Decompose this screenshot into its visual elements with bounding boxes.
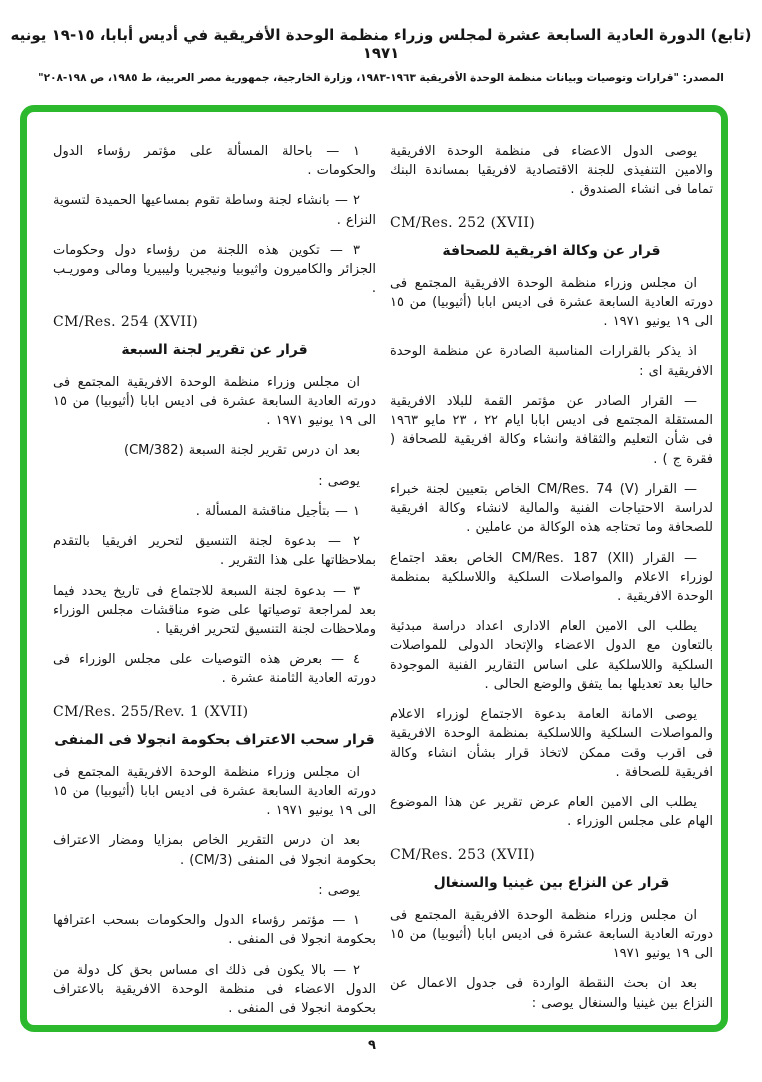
paragraph: يوصى الامانة العامة بدعوة الاجتماع لوزراء الاعلام والمواصلات السلكية واللاسلكية بمنظمة الوحدة الافريقية فى اقرب وقت ممكن لاتخاذ قرار بشأن انشاء وكالة افريقية للصحافة . [390, 707, 713, 780]
paragraph: بعد ان درس تقرير لجنة السبعة (CM/382) [124, 443, 360, 459]
resolution-title: قرار عن تقرير لجنة السبعة [121, 341, 308, 358]
resolution-title: قرار سحب الاعتراف بحكومة انجولا فى المنفى [54, 731, 375, 748]
paragraph: ان مجلس وزراء منظمة الوحدة الافريقية المجتمع فى دورته العادية السابعة عشرة فى اديس ابابا (أثيوبيا) من ١٥ الى ١٩ يونيو ١٩٧١ [390, 907, 713, 962]
paragraph: يوصى : [318, 473, 360, 489]
paragraph: ٢ — بالا يكون فى ذلك اى مساس بحق كل دولة من الدول الاعضاء فى منظمة الوحدة الافريقية بالاعتراف بحكومة انجولا فى المنفى . [53, 962, 376, 1017]
paragraph: ان مجلس وزراء منظمة الوحدة الافريقية المجتمع فى دورته العادية السابعة عشرة فى اديس ابابا (أثيوبيا) من ١٥ الى ١٩ يونيو ١٩٧١ . [53, 374, 376, 429]
paragraph: ٣ — بدعوة لجنة السبعة للاجتماع فى تاريخ يحدد فيما بعد لمراجعة توصياتها على ضوء مناقشات مجلس الوزراء وملاحظات لجنة التنسيق لتحرير افريقيا . [53, 583, 376, 637]
paragraph: يطلب الى الامين العام عرض تقرير عن هذا الموضوع الهام على مجلس الوزراء . [390, 795, 713, 830]
resolution-reference: CM/Res. 252 (XVII) [390, 214, 536, 231]
paragraph: ١ — مؤتمر رؤساء الدول والحكومات بسحب اعترافها بحكومة انجولا فى المنفى . [53, 913, 376, 948]
column-left [53, 142, 376, 1017]
paragraph: اذ يذكر بالقرارات المناسبة الصادرة عن منظمة الوحدة الافريقية اى : [390, 344, 713, 379]
paragraph: يوصى الدول الاعضاء فى منظمة الوحدة الافريقية والامين التنفيذى للجنة الاقتصادية لافريقيا بمساندة البنك تماما فى انشاء الصندوق . [390, 144, 713, 198]
header-source-citation: المصدر: "قرارات وتوصيات وبيانات منظمة الوحدة الأفريقية ١٩٦٣-١٩٨٣، وزارة الخارجية، جمهورية مصر العربية، ط ١٩٨٥، ص ١٩٨-٢٠٨" [38, 72, 724, 84]
paragraph: ٣ — تكوين هذه اللجنة من رؤساء دول وحكومات الجزائر والكاميرون واثيوبيا ونيجيريا وليبيريا ومالى وموريـب . [53, 242, 376, 297]
paragraph: يوصى : [318, 882, 360, 898]
paragraph: بعد ان درس التقرير الخاص بمزايا ومضار الاعتراف بحكومة انجولا فى المنفى (CM/3) . [53, 833, 376, 868]
resolution-reference: CM/Res. 253 (XVII) [390, 846, 536, 863]
paragraph: ١ — باحالة المسألة على مؤتمر رؤساء الدول والحكومات . [53, 144, 376, 179]
header-session-title: (تابع) الدورة العادية السابعة عشرة لمجلس وزراء منظمة الوحدة الأفريقية في أديس أبابا، ١٥-١٩ يونيه ١٩٧١ [10, 26, 752, 62]
paragraph: — القرار الصادر عن مؤتمر القمة للبلاد الافريقية المستقلة المجتمع فى اديس ابابا ايام ٢٢ ، ٢٣ مايو ١٩٦٣ فى شأن التعليم والثقافة وانشاء وكالة افريقية للصحافة ( فقرة ج ) . [390, 393, 713, 467]
paragraph: ١ — بتأجيل مناقشة المسألة . [195, 503, 360, 519]
paragraph: — القرار CM/Res. 74 (V) الخاص بتعيين لجنة خبراء لدراسة الاحتياجات الفنية والمالية لانشاء وكالة افريقية للصحافة وما تحتاجه هذه الوكالة من عاملين . [390, 481, 713, 536]
paragraph: ٤ — بعرض هذه التوصيات على مجلس الوزراء فى دورته العادية الثامنة عشرة . [53, 652, 376, 687]
resolution-title: قرار عن النزاع بين غينيا والسنغال [433, 874, 670, 891]
paragraph: ان مجلس وزراء منظمة الوحدة الافريقية المجتمع فى دورته العادية السابعة عشرة فى اديس ابابا (أثيوبيا) من ١٥ الى ١٩ يونيو ١٩٧١ . [390, 275, 713, 330]
content-frame [20, 105, 728, 1032]
paragraph: — القرار CM/Res. 187 (XII) الخاص بعقد اجتماع لوزراء الاعلام والمواصلات السلكية واللاسلكية بمنظمة الوحدة الافريقية . [390, 550, 713, 604]
paragraph: بعد ان بحث النقطة الواردة فى جدول الاعمال عن النزاع بين غينيا والسنغال يوصى : [390, 976, 713, 1011]
resolution-reference: CM/Res. 255/Rev. 1 (XVII) [53, 703, 249, 720]
document-header [0, 26, 762, 84]
page-number: ٩ [368, 1038, 376, 1053]
column-right [390, 142, 713, 1011]
paragraph: يطلب الى الامين العام الادارى اعداد دراسة مبدئية بالتعاون مع الدول الاعضاء والإتحاد الدولى للمواصلات السلكية واللاسلكية على اساس التقارير الفنية الموجودة حاليا بعد تعديلها بما يتفق والوضع الحالى . [390, 619, 713, 692]
paragraph: ٢ — بانشاء لجنة وساطة تقوم بمساعيها الحميدة لتسوية النزاع . [53, 193, 376, 228]
paragraph: ٢ — بدعوة لجنة التنسيق لتحرير افريقيا بالتقدم بملاحظاتها على هذا التقرير . [53, 534, 376, 569]
paragraph: ان مجلس وزراء منظمة الوحدة الافريقية المجتمع فى دورته العادية السابعة عشرة فى اديس ابابا (أثيوبيا) من ١٥ الى ١٩ يونيو ١٩٧١ . [53, 764, 376, 819]
resolution-title: قرار عن وكالة افريقية للصحافة [442, 242, 661, 259]
resolution-reference: CM/Res. 254 (XVII) [53, 313, 199, 330]
